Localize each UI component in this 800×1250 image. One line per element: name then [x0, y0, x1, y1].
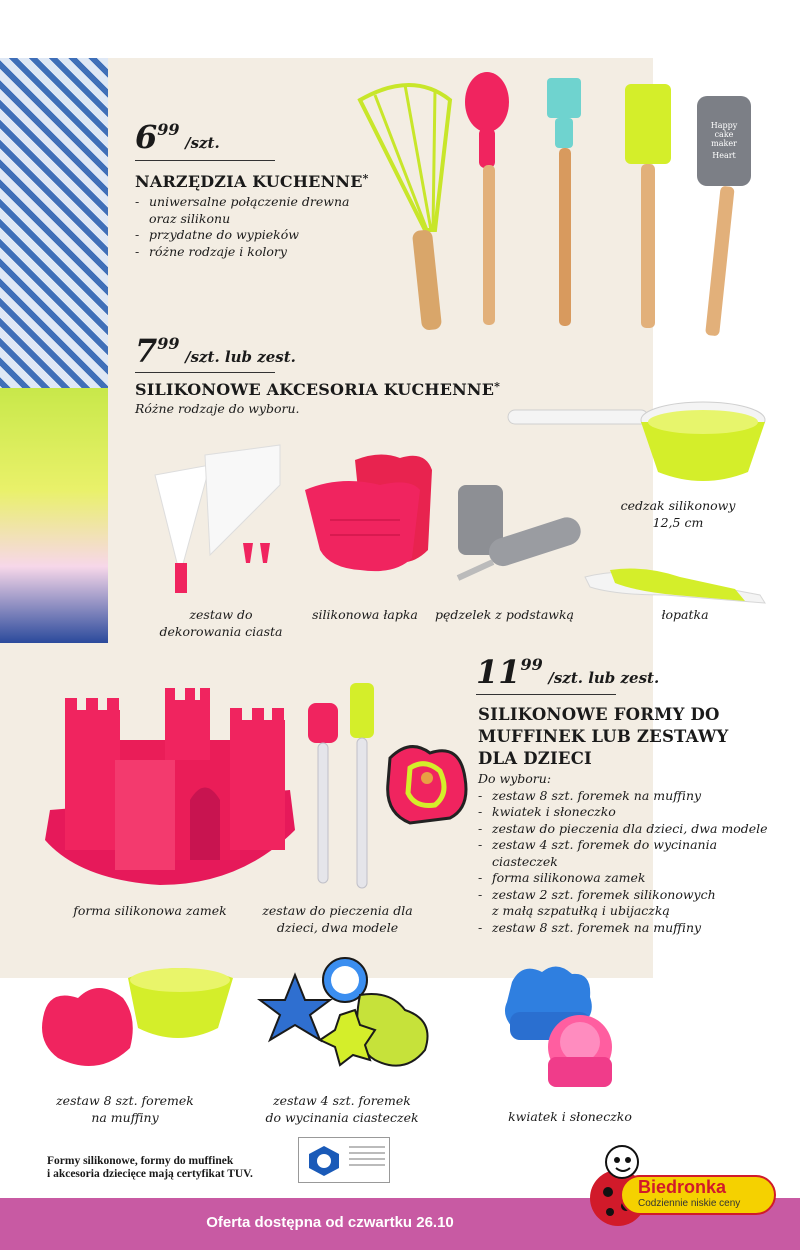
offer-date-text: Oferta dostępna od czwartku 26.10 [206, 1214, 454, 1231]
price-divider [135, 372, 275, 373]
colander-image [508, 390, 768, 490]
certificate-note: Formy silikonowe, formy do muffinek i akcesoria dziecięce mają certyfikat TUV. [47, 1155, 253, 1180]
caption-kids-baking-set: zestaw do pieczenia dla dzieci, dwa modele [262, 903, 413, 935]
spatula-print-3: maker [711, 139, 737, 148]
price-muffin-molds: 1199 /szt. lub zest. [476, 653, 660, 691]
price-divider [476, 694, 616, 695]
options-label: Do wyboru: [478, 771, 552, 786]
caption-oven-mitt: silikonowa łapka [312, 607, 418, 622]
tuv-certificate-badge [298, 1137, 390, 1183]
caption-muffin-cups: zestaw 8 szt. foremek na muffiny [56, 1093, 194, 1125]
silicone-accessories-subtitle: Różne rodzaje do wyboru. [135, 401, 300, 416]
spatula-print-2: cake [714, 130, 734, 139]
castle-mold-image [40, 680, 300, 890]
brand-name: Biedronka [638, 1177, 727, 1197]
kitchen-tools-image [355, 70, 765, 345]
spatula-print-1: Happy [710, 121, 738, 130]
whisk-illustration [360, 85, 450, 331]
price-silicone-accessories: 799 /szt. lub zest. [135, 332, 296, 370]
brush-with-stand-image [448, 480, 588, 590]
caption-cookie-cutters: zestaw 4 szt. foremek do wycinania ciasteczek [265, 1093, 419, 1125]
caption-brush: pędzelek z podstawką [434, 607, 575, 622]
caption-colander: cedzak silikonowy 12,5 cm [620, 498, 736, 530]
heading-silicone-accessories: SILIKONOWE AKCESORIA KUCHENNE* [135, 380, 501, 399]
caption-spatula: łopatka [661, 607, 709, 622]
tuv-logo-icon [305, 1144, 343, 1178]
price-kitchen-tools: 699 /szt. [135, 118, 220, 156]
decorative-tile-photo [0, 58, 108, 643]
caption-castle-mold: forma silikonowa zamek [73, 903, 227, 918]
tuv-fine-print [349, 1146, 385, 1170]
heading-muffin-molds: SILIKONOWE FORMY DO MUFFINEK LUB ZESTAWY DLA DZIECI [478, 705, 729, 768]
oven-mitt-image [300, 450, 440, 580]
kids-baking-set-image [300, 683, 470, 893]
kitchen-tools-description: - uniwersalne połączenie drewna oraz silikonu - przydatne do wypieków - różne rodzaje i kolory [135, 194, 349, 260]
cookie-cutters-image [265, 955, 450, 1090]
heading-kitchen-tools: NARZĘDZIA KUCHENNE* [135, 172, 369, 191]
spatula-print-4: Heart [712, 151, 736, 160]
biedronka-logo [580, 1140, 780, 1230]
silicone-spatula-image [585, 565, 770, 610]
muffin-molds-options: Do wyboru: - zestaw 8 szt. foremek na muffiny - kwiatek i słoneczko - zestaw do pieczenia dla dzieci, dwa modele - zestaw 4 szt. foremek do wycinania ciasteczek - forma silikonowa zamek - zestaw 2 szt. foremek silikonowych z małą szpatułką i ubijaczką - zestaw 8 szt. foremek na muffiny [478, 771, 768, 936]
decorating-set-image [150, 445, 285, 595]
caption-flower-sun: kwiatek i słoneczko [508, 1109, 632, 1124]
muffin-cups-image [38, 958, 238, 1083]
price-divider [135, 160, 275, 161]
flower-sun-molds-image [502, 962, 627, 1092]
brand-slogan: Codziennie niskie ceny [638, 1198, 741, 1209]
caption-decorating-set: zestaw do dekorowania ciasta [159, 607, 283, 639]
